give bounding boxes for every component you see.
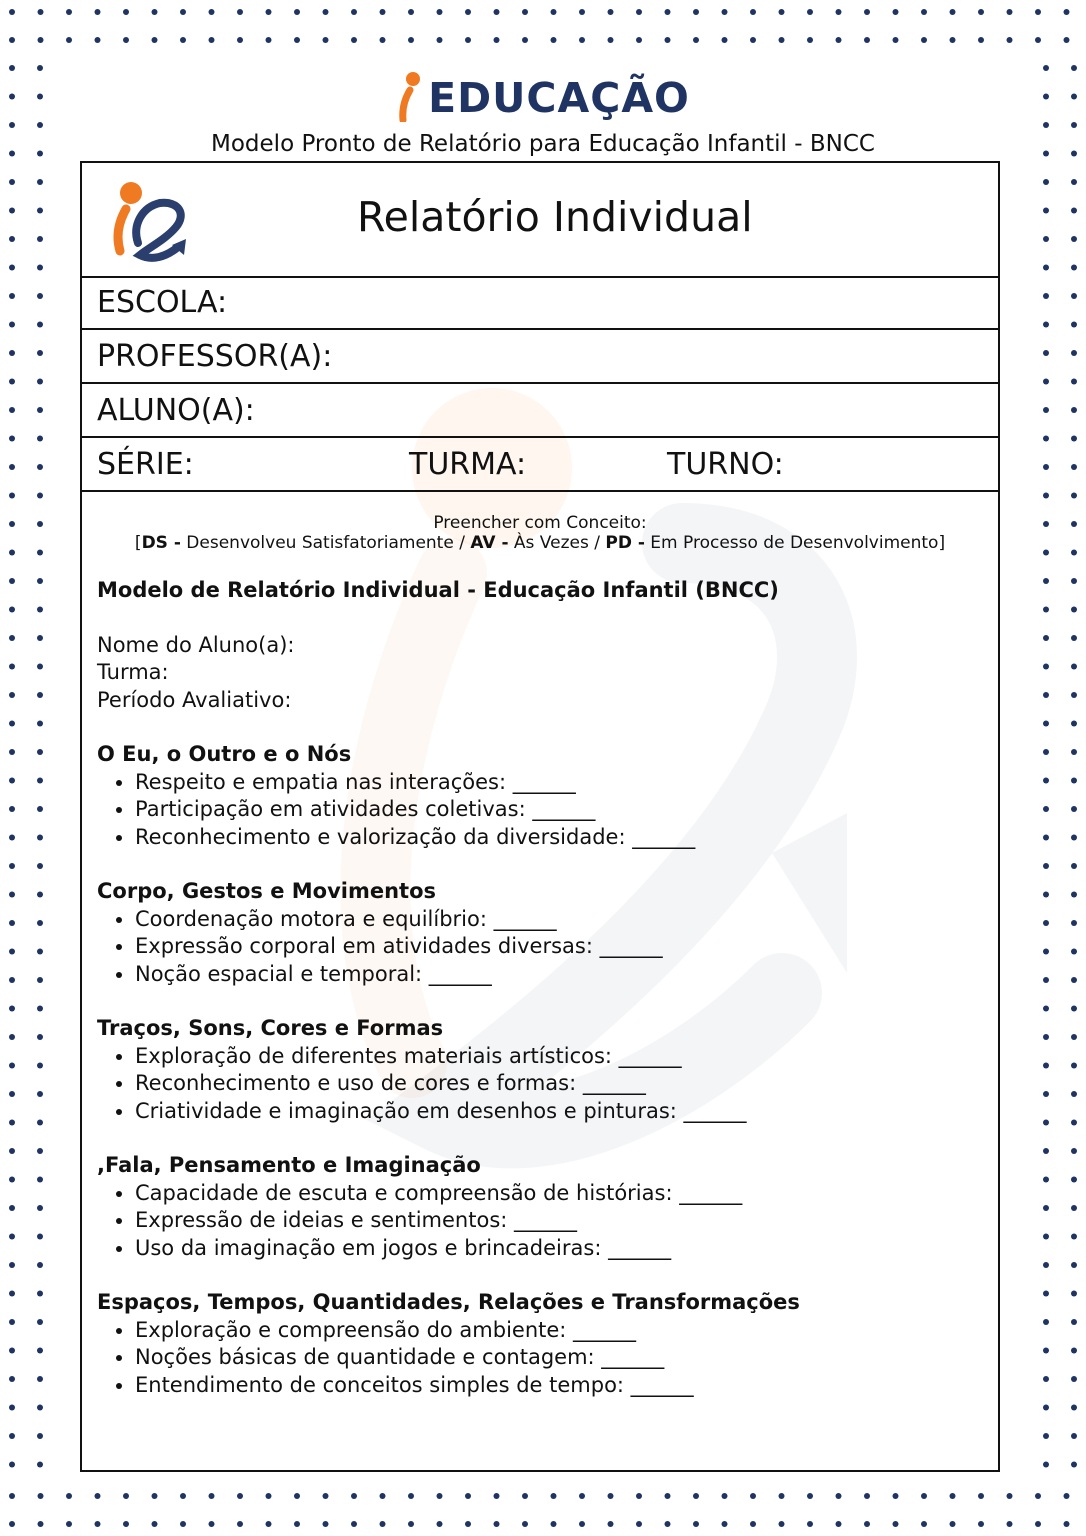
report-header-row xyxy=(82,163,998,278)
report-content xyxy=(97,577,977,1426)
escola-row xyxy=(82,276,998,330)
turno-label: TURNO: xyxy=(667,447,784,482)
info-line: Turma: xyxy=(97,660,169,684)
criteria-item: • Expressão de ideias e sentimentos: ______ xyxy=(135,1207,977,1235)
model-title: Modelo de Relatório Individual - Educação Infantil (BNCC) xyxy=(97,578,779,602)
criteria-item: • Noção espacial e temporal: ______ xyxy=(135,961,977,989)
info-line: Período Avaliativo: xyxy=(97,687,292,712)
legend-ds-code: DS - xyxy=(141,533,181,553)
e-arrow-logo-icon xyxy=(102,173,192,269)
criteria-item: • Coordenação motora e equilíbrio: ______ xyxy=(135,906,977,934)
aluno-row xyxy=(82,384,998,438)
criteria-item: • Noções básicas de quantidade e contagem: ______ xyxy=(135,1344,977,1372)
escola-label: ESCOLA: xyxy=(97,285,228,320)
criteria-list xyxy=(97,1317,977,1400)
brand-header xyxy=(0,70,1086,126)
criteria-item: • Respeito e empatia nas interações: ______ xyxy=(135,769,977,797)
criteria-list xyxy=(97,1180,977,1263)
criteria-item: • Reconhecimento e valorização da diversidade: ______ xyxy=(135,824,977,852)
section-espacos-tempos xyxy=(97,1289,977,1399)
legend-ds-text: Desenvolveu Satisfatoriamente xyxy=(180,533,460,553)
aluno-label: ALUNO(A): xyxy=(97,393,255,428)
professor-row xyxy=(82,330,998,384)
section-title: Traços, Sons, Cores e Formas xyxy=(97,1016,444,1040)
legend-pd-text: Em Processo de Desenvolvimento xyxy=(644,533,939,553)
report-title: Relatório Individual xyxy=(357,193,753,241)
concept-legend xyxy=(82,513,998,553)
legend-pd-code: PD - xyxy=(605,533,645,553)
criteria-list xyxy=(97,906,977,989)
criteria-item: • Reconhecimento e uso de cores e formas: ______ xyxy=(135,1070,977,1098)
page-subtitle: Modelo Pronto de Relatório para Educação Infantil - BNCC xyxy=(211,131,875,157)
section-title: ,Fala, Pensamento e Imaginação xyxy=(97,1153,481,1177)
legend-av-code: AV - xyxy=(470,533,509,553)
section-fala-pensamento xyxy=(97,1152,977,1262)
criteria-item: • Exploração e compreensão do ambiente: ______ xyxy=(135,1317,977,1345)
criteria-list xyxy=(97,769,977,852)
report-card xyxy=(80,161,1000,1472)
legend-av-text: Às Vezes xyxy=(508,533,595,553)
brand-name: EDUCAÇÃO xyxy=(428,74,690,122)
section-title: O Eu, o Outro e o Nós xyxy=(97,742,352,766)
section-title: Espaços, Tempos, Quantidades, Relações e Transformações xyxy=(97,1290,800,1314)
info-line: Nome do Aluno(a): xyxy=(97,632,295,657)
serie-label: SÉRIE: xyxy=(97,447,194,482)
criteria-item: • Expressão corporal em atividades diversas: ______ xyxy=(135,933,977,961)
criteria-item: • Exploração de diferentes materiais artísticos: ______ xyxy=(135,1043,977,1071)
turma-label: TURMA: xyxy=(409,447,527,482)
legend-heading: Preencher com Conceito: xyxy=(433,513,647,533)
professor-label: PROFESSOR(A): xyxy=(97,339,333,374)
criteria-item: • Capacidade de escuta e compreensão de histórias: ______ xyxy=(135,1180,977,1208)
criteria-item: • Uso da imaginação em jogos e brincadeiras: ______ xyxy=(135,1235,977,1263)
criteria-item: • Entendimento de conceitos simples de tempo: ______ xyxy=(135,1372,977,1400)
section-corpo-gestos xyxy=(97,878,977,988)
criteria-item: • Participação em atividades coletivas: ______ xyxy=(135,796,977,824)
criteria-item: • Criatividade e imaginação em desenhos e pinturas: ______ xyxy=(135,1098,977,1126)
section-eu-outro-nos xyxy=(97,741,977,851)
criteria-list xyxy=(97,1043,977,1126)
student-info-block xyxy=(97,632,977,715)
serie-turma-turno-row xyxy=(82,438,998,492)
legend-codes: [DS - Desenvolveu Satisfatoriamente / AV - Às Vezes / PD - Em Processo de Desenvolvimento] xyxy=(134,533,946,553)
section-title: Corpo, Gestos e Movimentos xyxy=(97,879,437,903)
section-tracos-sons xyxy=(97,1015,977,1125)
i-figure-logo-icon xyxy=(396,70,424,126)
